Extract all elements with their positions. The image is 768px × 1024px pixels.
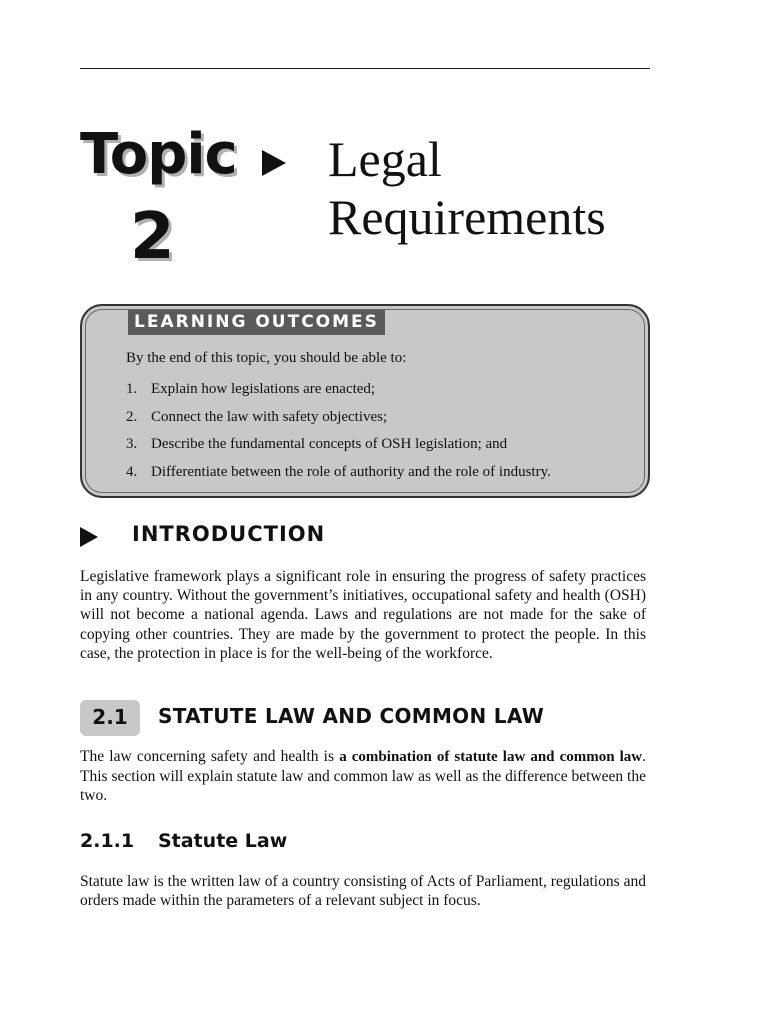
list-item: 3. Describe the fundamental concepts of OSH legislation; and (126, 436, 508, 452)
learning-outcomes-heading: LEARNING OUTCOMES (128, 310, 385, 335)
list-item: 2. Connect the law with safety objectives; (126, 408, 388, 425)
top-rule (80, 68, 650, 69)
topic-title (328, 130, 606, 246)
subsection-number: 2.1.1 (80, 830, 135, 852)
section-2-1-paragraph: The law concerning safety and health is a combination of statute law and common law. This section will explain statute law and common law as well as the difference between the two. (80, 748, 646, 805)
learning-outcomes-intro: By the end of this topic, you should be able to: (126, 350, 407, 366)
topic-number: 2 (130, 200, 175, 274)
introduction-paragraph: Legislative framework plays a significant role in ensuring the progress of safety practices in any country. Without the government’s initiatives, occupational safety and health (OSH) will not become a national agenda. Laws and regulations are not made for the sake of copying other countries. They are made by the government to protect the people. In this case, the protection in place is for the well-being of the workforce. (80, 568, 646, 662)
subsection-title: Statute Law (158, 830, 288, 852)
statute-law-paragraph: Statute law is the written law of a country consisting of Acts of Parliament, regulations and orders made within the parameters of a relevant subject in focus. (80, 873, 646, 910)
play-arrow-icon (262, 150, 286, 176)
topic-label: Topic (80, 122, 237, 187)
section-title: STATUTE LAW AND COMMON LAW (158, 704, 545, 728)
list-item: 4. Differentiate between the role of authority and the role of industry. (126, 463, 551, 480)
section-number-badge: 2.1 (80, 700, 140, 736)
topic-title-line2: Requirements (328, 189, 606, 245)
learning-outcomes-list (126, 376, 551, 486)
list-item: 1. Explain how legislations are enacted; (126, 381, 376, 397)
emphasis-text: a combination of statute law and common law (339, 749, 643, 765)
play-arrow-icon (80, 527, 98, 547)
learning-outcomes-box (80, 304, 650, 498)
topic-title-line1: Legal (328, 131, 442, 187)
introduction-title: INTRODUCTION (132, 522, 326, 546)
